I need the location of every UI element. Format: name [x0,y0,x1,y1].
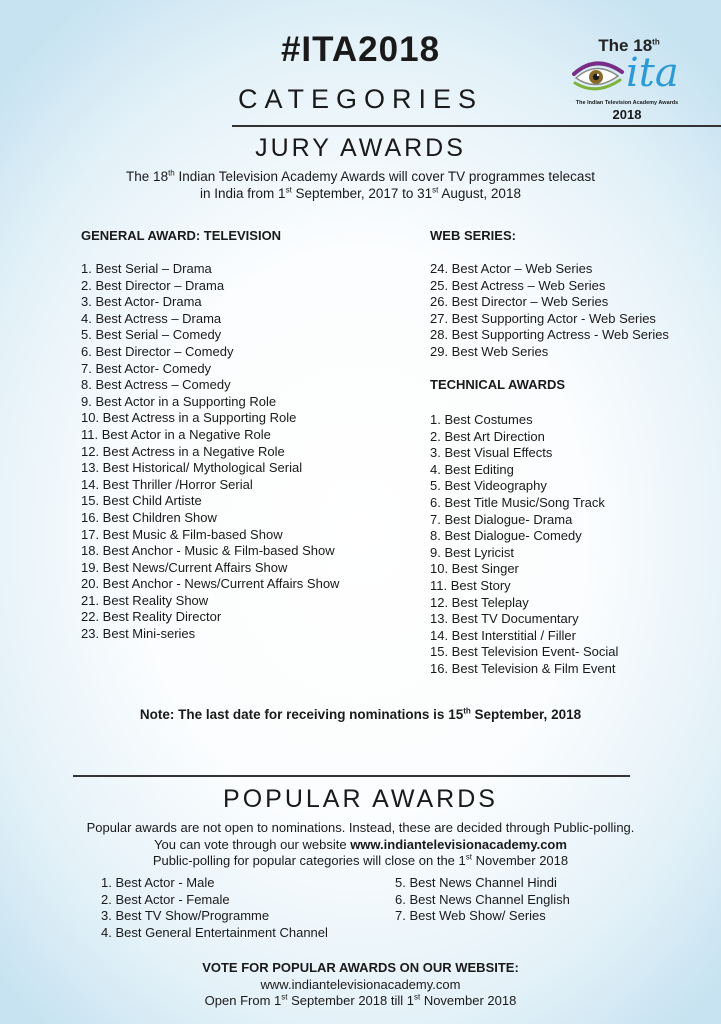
list-item: 1. Best Actor - Male [101,875,215,890]
list-item: 21. Best Reality Show [81,592,209,608]
ita-logo [572,36,682,122]
list-item: 7. Best Web Show/ Series [395,908,546,924]
list-item: 16. Best Television & Film Event [430,660,616,676]
list-item: 6. Best Director – Comedy [81,343,234,359]
list-item: 3. Best Actor- Drama [81,294,202,310]
list-item: 5. Best Serial – Comedy [81,327,222,343]
list-item: 29. Best Web Series [430,343,549,359]
list-item: 9. Best Lyricist [430,544,515,560]
list-item: 12. Best Actress in a Negative Role [81,443,285,459]
list-item: 17. Best Music & Film-based Show [81,526,283,542]
list-item: 23. Best Mini-series [81,626,196,642]
vote-website-link[interactable]: www.indiantelevisionacademy.com [260,977,461,992]
list-item: 8. Best Dialogue- Comedy [430,528,582,544]
list-item: 24. Best Actor – Web Series [430,261,593,276]
list-item: 26. Best Director – Web Series [430,294,609,310]
list-item: 9. Best Actor in a Supporting Role [81,393,277,409]
list-item: 4. Best Actress – Drama [81,310,222,326]
list-item: 6. Best Title Music/Song Track [430,494,605,510]
hashtag-title: #ITA2018 [280,30,441,69]
web-series-heading: WEB SERIES: [430,228,516,243]
list-item: 13. Best Historical/ Mythological Serial [81,460,303,476]
jury-intro-line-1: The 18th Indian Television Academy Awards will cover TV programmes telecast [126,168,595,184]
list-item: 7. Best Actor- Comedy [81,360,212,376]
popular-intro-line-3: Public-polling for popular categories will close on the 1st November 2018 [152,852,569,868]
logo-edition: The 18th [598,36,660,55]
list-item: 28. Best Supporting Actress - Web Series [430,327,669,343]
logo-year: 2018 [612,107,642,122]
header-divider [232,125,721,127]
list-item: 1. Best Costumes [430,412,533,427]
list-item: 11. Best Actor in a Negative Role [81,426,271,442]
jury-intro-line-2: in India from 1st September, 2017 to 31st August, 2018 [200,185,521,201]
popular-awards-list-left [101,875,328,941]
general-award-list [81,261,339,643]
list-item: 5. Best Videography [430,478,547,494]
list-item: 6. Best News Channel English [395,891,570,907]
technical-awards-heading: TECHNICAL AWARDS [430,377,566,392]
list-item: 7. Best Dialogue- Drama [430,511,573,527]
list-item: 3. Best Visual Effects [430,445,553,461]
list-item: 15. Best Child Artiste [81,493,202,509]
list-item: 10. Best Singer [430,561,519,577]
list-item: 27. Best Supporting Actor - Web Series [430,310,656,326]
general-award-heading: GENERAL AWARD: TELEVISION [81,228,282,243]
list-item: 5. Best News Channel Hindi [395,875,557,890]
website-link[interactable]: www.indiantelevisionacademy.com [350,836,567,852]
popular-divider [73,775,630,777]
logo-brand: ita [626,50,679,96]
list-item: 2. Best Actor - Female [101,891,230,907]
list-item: 8. Best Actress – Comedy [81,377,231,393]
popular-intro-line-1: Popular awards are not open to nominations. Instead, these are decided through Public-polling. [86,820,635,835]
web-series-list [430,261,669,361]
popular-intro-line-2: You can vote through our website www.indiantelevisionacademy.com [154,836,567,852]
list-item: 1. Best Serial – Drama [81,261,212,276]
popular-awards-title: POPULAR AWARDS [223,785,498,813]
list-item: 18. Best Anchor - Music & Film-based Show [81,543,335,559]
list-item: 20. Best Anchor - News/Current Affairs Show [81,576,340,592]
logo-subtitle: The Indian Television Academy Awards [575,100,679,106]
list-item: 4. Best Editing [430,461,514,477]
list-item: 2. Best Art Direction [430,428,545,444]
jury-awards-title: JURY AWARDS [255,134,466,162]
list-item: 12. Best Teleplay [430,594,529,610]
list-item: 19. Best News/Current Affairs Show [81,559,288,575]
list-item: 11. Best Story [430,577,511,593]
list-item: 4. Best General Entertainment Channel [101,924,328,940]
vote-heading: VOTE FOR POPULAR AWARDS ON OUR WEBSITE: [202,960,519,975]
nomination-deadline-note: Note: The last date for receiving nominations is 15th September, 2018 [139,706,582,722]
voting-period: Open From 1st September 2018 till 1st November 2018 [204,992,517,1008]
list-item: 14. Best Interstitial / Filler [430,627,576,643]
list-item: 13. Best TV Documentary [430,611,579,627]
list-item: 10. Best Actress in a Supporting Role [81,410,297,426]
technical-awards-list [430,412,618,678]
categories-title: CATEGORIES [237,84,484,114]
list-item: 22. Best Reality Director [81,609,222,625]
list-item: 15. Best Television Event- Social [430,644,619,660]
jury-intro [0,168,721,202]
popular-intro [0,820,721,870]
popular-awards-list-right [395,875,570,925]
list-item: 16. Best Children Show [81,509,217,525]
list-item: 25. Best Actress – Web Series [430,277,606,293]
list-item: 3. Best TV Show/Programme [101,908,270,924]
list-item: 14. Best Thriller /Horror Serial [81,476,253,492]
list-item: 2. Best Director – Drama [81,277,225,293]
